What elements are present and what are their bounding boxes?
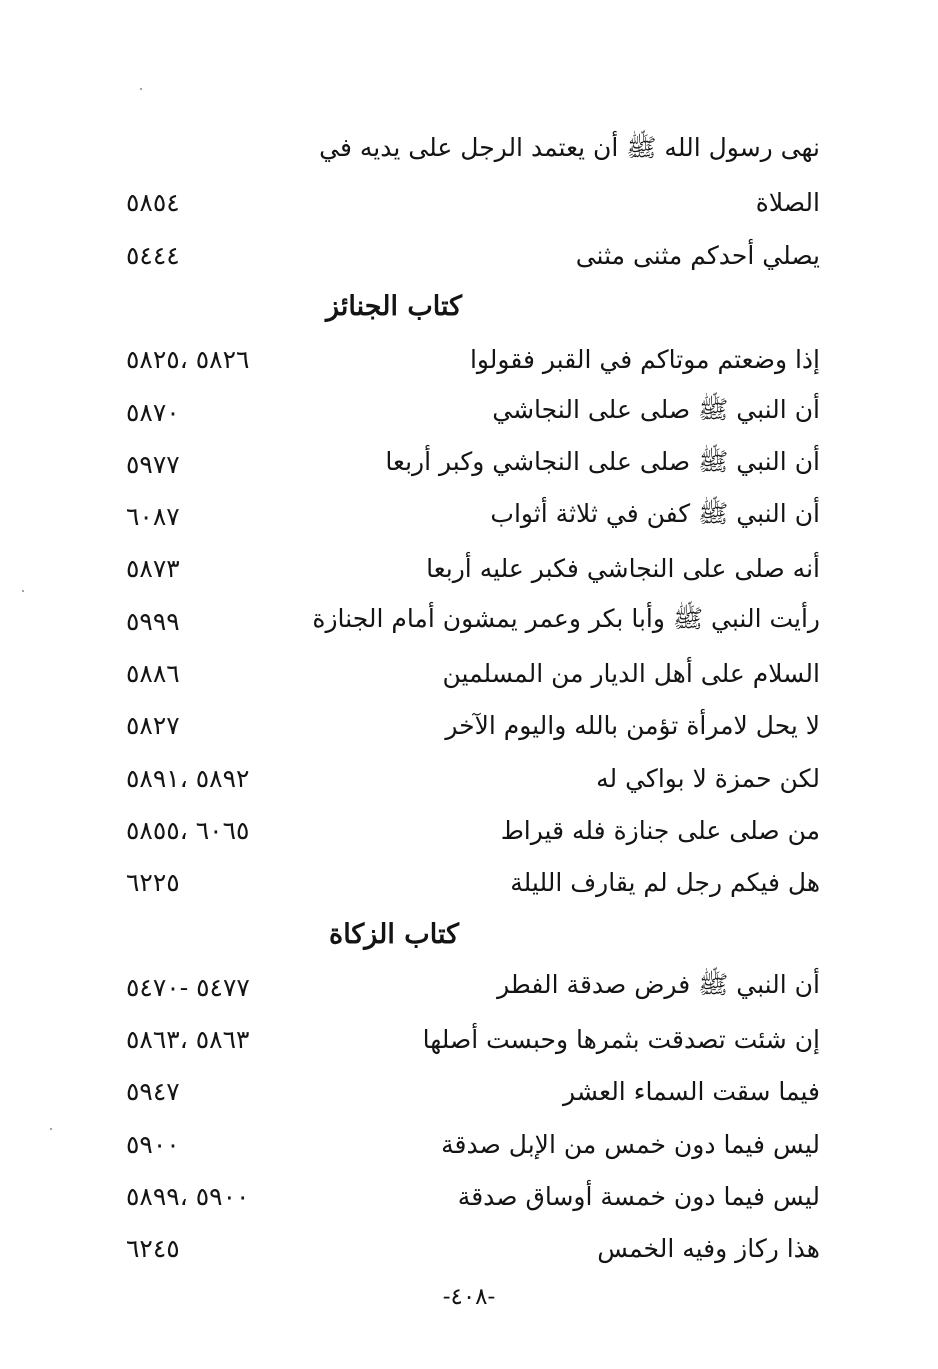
section-heading-text: كتاب الزكاة: [329, 919, 459, 950]
index-entry: [120, 333, 820, 385]
index-entry: [120, 176, 820, 228]
entry-hadith-numbers: ٦٢٤٥: [126, 1233, 180, 1263]
entry-text: إن شئت تصدقت بثمرها وحبست أصلها: [422, 1024, 820, 1054]
entry-text: من صلى على جنازة فله قيراط: [500, 815, 820, 845]
entry-hadith-numbers: ٥٩٤٧: [126, 1076, 180, 1106]
entry-hadith-numbers: ٥٩٠٠ ،٥٨٩٩: [126, 1181, 250, 1211]
entry-text: السلام على أهل الديار من المسلمين: [442, 658, 820, 688]
entry-text: أن النبي ﷺ فرض صدقة الفطر: [497, 969, 820, 999]
entry-text: ليس فيما دون خمسة أوساق صدقة: [457, 1181, 820, 1211]
index-entry: [120, 595, 820, 647]
entry-text: هذا ركاز وفيه الخمس: [597, 1233, 820, 1263]
entry-hadith-numbers: ٥٤٧٧ -٥٤٧٠: [126, 972, 250, 1002]
section-heading: [0, 909, 938, 961]
entry-text: لكن حمزة لا بواكي له: [596, 763, 820, 793]
entry-text: الصلاة: [755, 187, 820, 217]
index-entry: [120, 1065, 820, 1117]
entry-text: نهى رسول الله ﷺ أن يعتمد الرجل على يديه في: [319, 132, 820, 162]
index-entry: [120, 490, 820, 542]
index-entry: [120, 699, 820, 751]
section-heading: [0, 281, 938, 333]
index-entry: [120, 229, 820, 281]
scan-speck: [50, 1128, 52, 1130]
index-entry: [120, 1222, 820, 1274]
scan-speck: [22, 590, 24, 592]
entry-text: أن النبي ﷺ صلى على النجاشي وكبر أربعا: [385, 446, 820, 476]
entry-text: رأيت النبي ﷺ وأبا بكر وعمر يمشون أمام الجنازة: [312, 603, 820, 633]
index-entry: [120, 804, 820, 856]
entry-hadith-numbers: ٥٩٠٠: [126, 1129, 180, 1159]
entry-hadith-numbers: ٥٨٨٦: [126, 658, 180, 688]
entry-hadith-numbers: ٥٩٧٧: [126, 449, 180, 479]
index-entry: [120, 1118, 820, 1170]
page-number: -٤٠٨-: [442, 1284, 496, 1310]
index-entry: [120, 961, 820, 1013]
entry-hadith-numbers: ٥٨٢٦ ،٥٨٢٥: [126, 344, 250, 374]
entry-hadith-numbers: ٥٨٩٢ ،٥٨٩١: [126, 763, 250, 793]
entry-text: فيما سقت السماء العشر: [563, 1076, 820, 1106]
entry-hadith-numbers: ٥٤٤٤: [126, 240, 180, 270]
entry-text: أن النبي ﷺ كفن في ثلاثة أثواب: [490, 498, 820, 528]
entry-text: يصلي أحدكم مثنى مثنى: [575, 240, 820, 270]
index-entry: [120, 856, 820, 908]
index-entry: [120, 1013, 820, 1065]
index-entry: [120, 542, 820, 594]
index-entry: [120, 647, 820, 699]
index-entry: [120, 438, 820, 490]
entry-text: لا يحل لامرأة تؤمن بالله واليوم الآخر: [445, 710, 820, 740]
entry-hadith-numbers: ٥٨٦٣ ،٥٨٦٣: [126, 1024, 250, 1054]
index-entry: [120, 1170, 820, 1222]
section-heading-text: كتاب الجنائز: [326, 291, 462, 322]
entry-hadith-numbers: ٥٨٢٧: [126, 710, 180, 740]
entry-hadith-numbers: ٥٩٩٩: [126, 606, 180, 636]
entry-hadith-numbers: ٥٨٧٣: [126, 553, 180, 583]
entry-hadith-numbers: ٥٨٧٠: [126, 397, 180, 427]
entry-text: أن النبي ﷺ صلى على النجاشي: [492, 394, 820, 424]
entry-text: إذا وضعتم موتاكم في القبر فقولوا: [469, 344, 820, 374]
scan-speck: [140, 88, 142, 90]
index-entry: [120, 386, 820, 438]
entry-hadith-numbers: ٦٢٢٥: [126, 867, 180, 897]
entry-hadith-numbers: ٥٨٥٤: [126, 187, 180, 217]
index-entry: [120, 124, 820, 176]
entry-text: هل فيكم رجل لم يقارف الليلة: [510, 867, 820, 897]
index-entry: [120, 752, 820, 804]
entry-hadith-numbers: ٦٠٦٥ ،٥٨٥٥: [126, 815, 250, 845]
entry-hadith-numbers: ٦٠٨٧: [126, 501, 180, 531]
entry-text: أنه صلى على النجاشي فكبر عليه أربعا: [426, 553, 820, 583]
entry-text: ليس فيما دون خمس من الإبل صدقة: [441, 1129, 820, 1159]
